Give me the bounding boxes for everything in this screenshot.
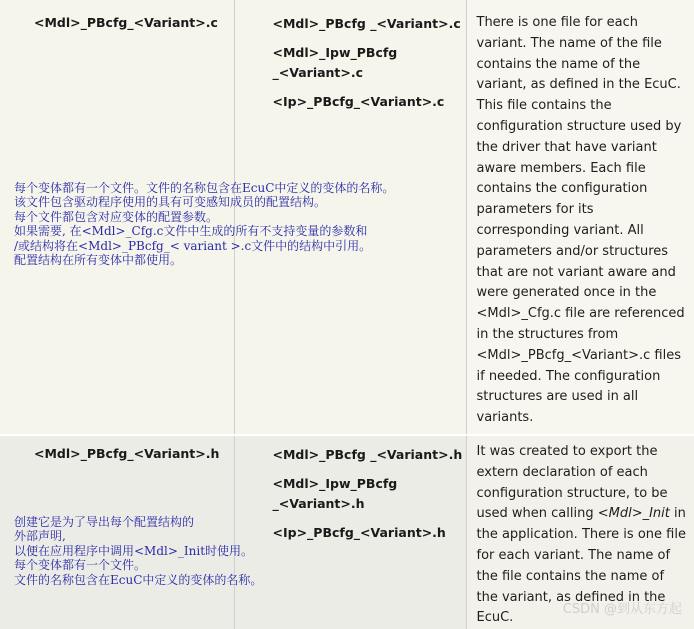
file-name: <Mdl>_PBcfg_<Variant>.c bbox=[0, 0, 234, 30]
file-name: <Mdl>_PBcfg_<Variant>.h bbox=[0, 436, 234, 461]
watermark: CSDN @到从东方起 bbox=[563, 598, 682, 617]
related-files-cell bbox=[234, 435, 466, 629]
related-file-name: <Mdl>_PBcfg _<Variant>.h bbox=[273, 445, 466, 465]
description-text: It was created to export the extern declaration of each configuration structure, to be used when calling <Mdl>_Init in the application. There is one file for each variant. The name of the file contains the name of the variant, as defined in the EcuC. bbox=[467, 436, 694, 629]
chinese-annotation: 创建它是为了导出每个配置结构的 外部声明, 以便在应用程序中调用<Mdl>_Init时使用。 每个变体都有一个文件。 文件的名称包含在EcuC中定义的变体的名称。 bbox=[14, 515, 262, 587]
related-file-name: <Mdl>_Ipw_PBcfg _<Variant>.h bbox=[273, 474, 466, 514]
description-text: There is one file for each variant. The name of the file contains the name of the variant, as defined in the EcuC. This file contains the configuration structure used by the driver that have variant aware members. Each file contains the configuration parameters for its corresponding variant. All parameters and/or structures that are not variant aware and were generated once in the <Mdl>_Cfg.c file are referenced in the structures from <Mdl>_PBcfg_<Variant>.c files if needed. The configuration structures are used in all variants. bbox=[467, 0, 694, 429]
description-cell bbox=[466, 0, 694, 435]
related-file-name: <Mdl>_PBcfg _<Variant>.c bbox=[273, 14, 466, 34]
chinese-annotation: 每个变体都有一个文件。文件的名称包含在EcuC中定义的变体的名称。 该文件包含驱动程序使用的具有可变感知成员的配置结构。 每个文件都包含对应变体的配置参数。 如果需要, 在<Mdl>_Cfg.c文件中生成的所有不支持变量的参数和 /或结构将在<Mdl>_PBcfg_< variant >.c文件中的结构中引用。 配置结构在所有变体中都使用。 bbox=[14, 181, 394, 267]
related-file-name: <Ip>_PBcfg_<Variant>.c bbox=[273, 92, 466, 112]
related-file-name: <Ip>_PBcfg_<Variant>.h bbox=[273, 523, 466, 543]
related-file-name: <Mdl>_Ipw_PBcfg _<Variant>.c bbox=[273, 43, 466, 83]
